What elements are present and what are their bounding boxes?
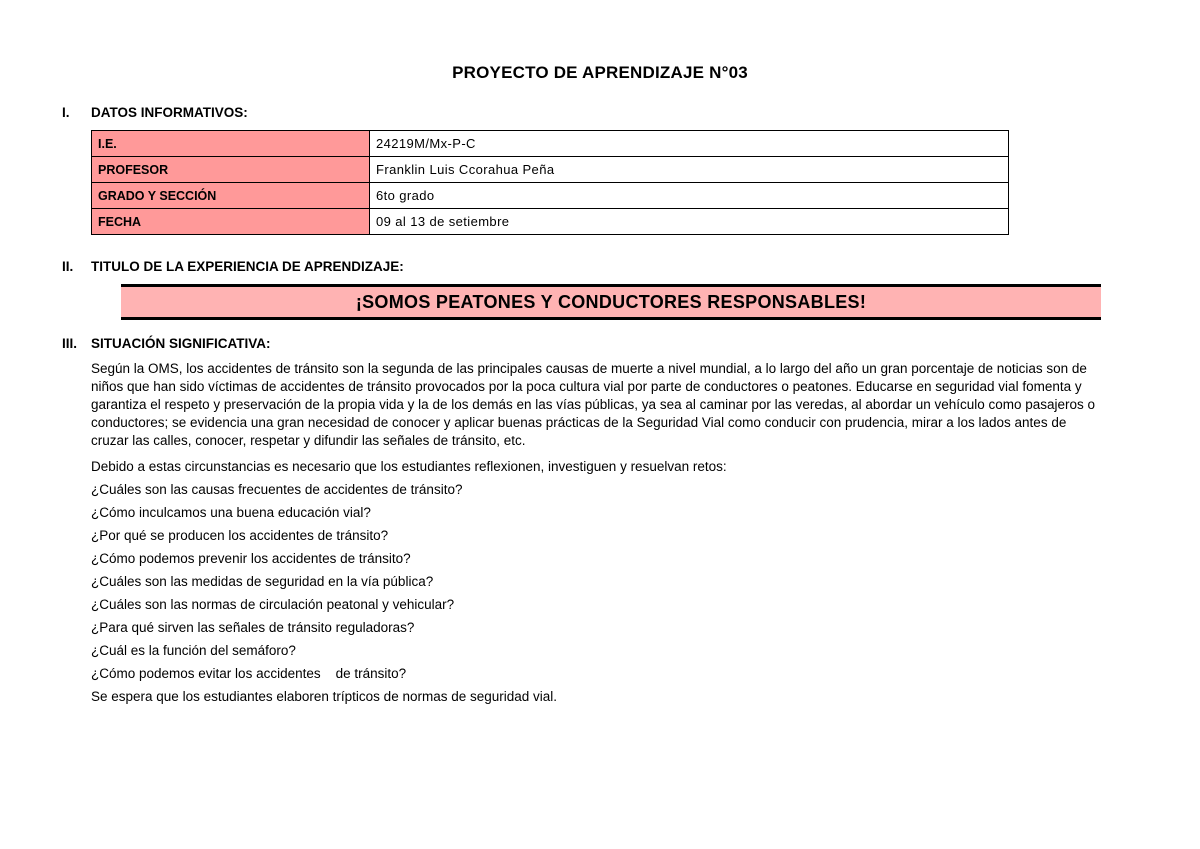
table-row xyxy=(92,157,1009,183)
situation-body xyxy=(91,360,1141,708)
table-label-cell: I.E. xyxy=(92,131,370,157)
info-table xyxy=(91,130,1009,235)
question-item: ¿Cómo inculcamos una buena educación vial? xyxy=(91,505,371,520)
question-item: ¿Por qué se producen los accidentes de tránsito? xyxy=(91,528,389,543)
section-number: III. xyxy=(62,336,78,351)
section-number: I. xyxy=(62,105,70,120)
paragraph-line: garantiza el respeto y preservación de la propia vida y la de los demás en las vías públicas, ya sea al caminar por las veredas, al abordar un vehículo como pasajeros o xyxy=(91,397,1096,412)
experience-title-banner: ¡SOMOS PEATONES Y CONDUCTORES RESPONSABLES! xyxy=(121,284,1101,320)
table-label-cell: GRADO Y SECCIÓN xyxy=(92,183,370,209)
table-value-cell: 24219M/Mx-P-C xyxy=(370,131,1009,157)
question-item: ¿Para qué sirven las señales de tránsito reguladoras? xyxy=(91,620,415,635)
table-label-cell: FECHA xyxy=(92,209,370,235)
question-item: ¿Cómo podemos evitar los accidentes de tránsito? xyxy=(91,666,407,681)
table-row xyxy=(92,209,1009,235)
paragraph-line: niños que han sido víctimas de accidentes de tránsito provocados por la poca cultura vial por parte de conductores o peatones. Educarse en seguridad vial fomenta y xyxy=(91,379,1082,394)
question-item: ¿Cuáles son las medidas de seguridad en la vía pública? xyxy=(91,574,434,589)
question-item: ¿Cuál es la función del semáforo? xyxy=(91,643,296,658)
section-title: TITULO DE LA EXPERIENCIA DE APRENDIZAJE: xyxy=(91,259,404,274)
question-item: ¿Cómo podemos prevenir los accidentes de tránsito? xyxy=(91,551,411,566)
section-heading-titulo xyxy=(62,259,404,274)
paragraph-line: cruzar las calles, conocer, respetar y difundir las señales de tránsito, etc. xyxy=(91,433,526,448)
document-title: PROYECTO DE APRENDIZAJE N°03 xyxy=(452,63,748,82)
table-value-cell: Franklin Luis Ccorahua Peña xyxy=(370,157,1009,183)
closing-text: Se espera que los estudiantes elaboren trípticos de normas de seguridad vial. xyxy=(91,689,558,704)
section-heading-situacion xyxy=(62,336,271,351)
table-value-cell: 09 al 13 de setiembre xyxy=(370,209,1009,235)
section-heading-datos xyxy=(62,105,248,120)
table-row xyxy=(92,131,1009,157)
paragraph-line: Según la OMS, los accidentes de tránsito son la segunda de las principales causas de muerte a nivel mundial, a lo largo del año un gran porcentaje de noticias son de xyxy=(91,361,1087,376)
paragraph-line: conductores; se evidencia una gran necesidad de conocer y aplicar buenas prácticas de la Seguridad Vial como conducir con prudencia, mirar a los lados antes de xyxy=(91,415,1067,430)
section-title: SITUACIÓN SIGNIFICATIVA: xyxy=(91,336,271,351)
table-row xyxy=(92,183,1009,209)
intro-text: Debido a estas circunstancias es necesario que los estudiantes reflexionen, investiguen y resuelvan retos: xyxy=(91,459,727,474)
table-value-cell: 6to grado xyxy=(370,183,1009,209)
question-item: ¿Cuáles son las causas frecuentes de accidentes de tránsito? xyxy=(91,482,463,497)
section-title: DATOS INFORMATIVOS: xyxy=(91,105,248,120)
question-item: ¿Cuáles son las normas de circulación peatonal y vehicular? xyxy=(91,597,455,612)
section-number: II. xyxy=(62,259,74,274)
situation-paragraph xyxy=(91,360,1141,450)
table-label-cell: PROFESOR xyxy=(92,157,370,183)
